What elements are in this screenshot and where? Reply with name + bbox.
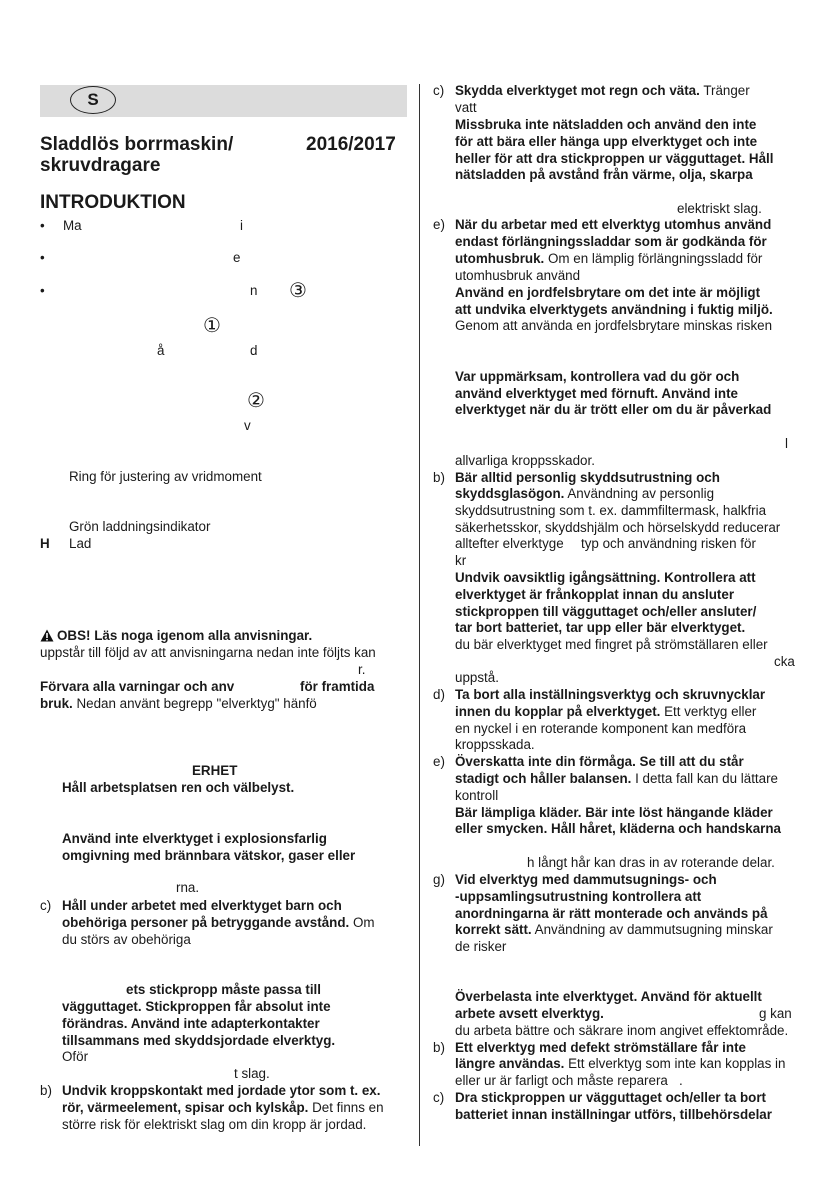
attention-rule: elverktyget när du är trött eller om du är påverkad: [455, 402, 772, 417]
dust-rule: Vid elverktyg med dammutsugnings- och: [455, 872, 717, 887]
rain-rule: Skydda elverktyget mot regn och väta. Tränger: [455, 83, 750, 98]
model-year: 2016/2017: [306, 134, 396, 155]
ppe-rule: Bär alltid personlig skyddsutrustning och: [455, 470, 720, 485]
plug-rule: ets stickpropp måste passa till: [126, 982, 321, 997]
dust-rule-text: de risker: [455, 939, 507, 954]
green-led-label: Grön laddningsindikator: [69, 519, 211, 534]
clothing-rule: Bär lämpliga kläder. Bär inte löst hängande kläder: [455, 805, 773, 820]
switch-rule-text: eller ur är farligt och måste reparera: [455, 1073, 668, 1088]
list-label: g): [433, 872, 445, 887]
ppe-rule-text: skyddsutrustning som t. ex. dammfiltermask, halkfria: [455, 503, 767, 518]
bullet: •: [40, 283, 45, 298]
start-rule-text: du bär elverktyget med fingret på strömställaren eller: [455, 637, 768, 652]
clothing-rule: eller smycken. Håll håret, kläderna och handskarna: [455, 821, 781, 836]
start-rule: tar bort batteriet, tar upp eller bär elverktyget.: [455, 620, 746, 635]
explosion-rule: omgivning med brännbara vätskor, gaser eller: [62, 848, 356, 863]
attention-rule-text: allvarliga kroppsskador.: [455, 453, 595, 468]
bullet: •: [40, 250, 45, 265]
text-fragment: Lad: [69, 536, 92, 551]
language-code-badge: S: [70, 86, 116, 114]
extension-rule: utomhusbruk. Om en lämplig förlängningssladd för: [455, 251, 763, 266]
explosion-rule: Använd inte elverktyget i explosionsfarlig: [62, 831, 327, 846]
text-fragment: r.: [358, 662, 366, 677]
text-fragment: d: [250, 343, 258, 358]
ppe-rule-text: typ och användning risken för: [581, 536, 756, 551]
plug-rule: förändras. Använd inte adapterkontakter: [62, 1016, 320, 1031]
dust-rule: korrekt sätt. Användning av dammutsugning minskar: [455, 922, 773, 937]
list-label: b): [433, 1040, 445, 1055]
clothing-rule-text: h långt hår kan dras in av roterande delar.: [527, 855, 775, 870]
start-rule: Undvik oavsiktlig igångsättning. Kontrollera att: [455, 570, 756, 585]
ppe-rule-text: alltefter elverktyge: [455, 536, 564, 551]
attention-rule: använd elverktyget med förnuft. Använd inte: [455, 386, 738, 401]
section-heading-fragment: ERHET: [192, 763, 238, 778]
list-label: c): [433, 83, 445, 98]
rcd-rule-text: Genom att använda en jordfelsbrytare minskas risken: [455, 318, 773, 333]
text-fragment: v: [244, 418, 251, 433]
list-label: c): [433, 1090, 445, 1105]
bullet: •: [40, 218, 45, 233]
body-contact-rule: Undvik kroppskontakt med jordade ytor som t. ex.: [62, 1083, 381, 1098]
obs-text: uppstår till följd av att anvisningarna nedan inte följts kan: [40, 645, 376, 660]
body-contact-text: större risk för elektriskt slag om din kropp är jordad.: [62, 1117, 367, 1132]
warning-icon: [40, 629, 54, 642]
list-label: e): [433, 217, 445, 232]
overload-rule-text: du arbeta bättre och säkrare inom angivet effektområde.: [455, 1023, 789, 1038]
start-rule-text: uppstå.: [455, 670, 499, 685]
keep-instructions: Förvara alla varningar och anv: [40, 679, 235, 694]
ppe-rule: skyddsglasögon. Användning av personlig: [455, 486, 715, 501]
rcd-rule: att undvika elverktygets användning i fuktig miljö.: [455, 302, 773, 317]
text-fragment: å: [157, 343, 165, 358]
ppe-rule-text: kr: [455, 553, 467, 568]
text-fragment: i: [240, 218, 243, 233]
balance-rule-text: kontroll: [455, 788, 499, 803]
switch-rule: Ett elverktyg med defekt strömställare får inte: [455, 1040, 746, 1055]
keys-rule: innen du kopplar på elverktyget. Ett verktyg eller: [455, 704, 757, 719]
text-fragment: g kan: [759, 1006, 792, 1021]
overload-rule: arbete avsett elverktyg.: [455, 1006, 604, 1021]
part-letter-h: H: [40, 536, 50, 551]
keys-rule: Ta bort alla inställningsverktyg och skruvnycklar: [455, 687, 766, 702]
rcd-rule: Använd en jordfelsbrytare om det inte är möjligt: [455, 285, 761, 300]
cord-rule: heller för att dra stickproppen ur vägguttaget. Håll: [455, 151, 774, 166]
keep-instructions: för framtida: [300, 679, 375, 694]
keys-rule-text: en nyckel i en roterande komponent kan medföra: [455, 721, 747, 736]
circled-number-3: ③: [289, 280, 307, 302]
balance-rule: Överskatta inte din förmåga. Se till att du står: [455, 754, 744, 769]
cord-rule: Missbruka inte nätsladden och använd den inte: [455, 117, 757, 132]
text-fragment: e: [233, 250, 241, 265]
text-fragment: Ma: [63, 218, 82, 233]
attention-rule: Var uppmärksam, kontrollera vad du gör och: [455, 369, 740, 384]
children-rule: Håll under arbetet med elverktyget barn och: [62, 898, 342, 913]
work-area-rule: Håll arbetsplatsen ren och välbelyst.: [62, 780, 295, 795]
text-fragment: cka: [774, 654, 795, 669]
cord-rule: nätsladden på avstånd från värme, olja, skarpa: [455, 167, 753, 182]
children-rule: obehöriga personer på betryggande avstånd. Om: [62, 915, 375, 930]
intro-heading: INTRODUKTION: [40, 192, 186, 213]
keep-instructions-line2: bruk. Nedan använt begrepp "elverktyg" hänfö: [40, 696, 317, 711]
text-fragment: t slag.: [234, 1066, 270, 1081]
document-title-line1: Sladdlös borrmaskin/: [40, 134, 234, 155]
plug-rule: tillsammans med skyddsjordade elverktyg.: [62, 1033, 336, 1048]
body-contact-rule: rör, värmeelement, spisar och kylskåp. Det finns en: [62, 1100, 384, 1115]
children-rule-text: du störs av obehöriga: [62, 932, 191, 947]
start-rule: stickproppen till vägguttaget och/eller ansluter/: [455, 604, 757, 619]
list-label: b): [40, 1083, 52, 1098]
cord-rule: för att bära eller hänga upp elverktyget och inte: [455, 134, 758, 149]
balance-rule: stadigt och håller balansen. I detta fall kan du lättare: [455, 771, 779, 786]
text-fragment: rna.: [176, 880, 200, 895]
start-rule: elverktyget är frånkopplat innan du ansluter: [455, 587, 735, 602]
plug-rule-text: Oför: [62, 1049, 89, 1064]
torque-ring-label: Ring för justering av vridmoment: [69, 469, 262, 484]
text-fragment: l: [785, 436, 788, 451]
unplug-rule: batteriet innan inställningar utförs, tillbehörsdelar: [455, 1107, 772, 1122]
extension-rule-text: utomhusbruk använd: [455, 268, 581, 283]
text-fragment: elektriskt slag.: [677, 201, 762, 216]
list-label: e): [433, 754, 445, 769]
text-fragment: .: [679, 1073, 683, 1088]
ppe-rule-text: säkerhetsskor, skyddshjälm och hörselskydd reducerar: [455, 520, 781, 535]
circled-number-2: ②: [247, 390, 265, 412]
obs-heading: OBS! Läs noga igenom alla anvisningar.: [57, 628, 313, 643]
plug-rule: vägguttaget. Stickproppen får absolut inte: [62, 999, 331, 1014]
rain-rule-text: vatt: [455, 100, 477, 115]
document-title-line2: skruvdragare: [40, 155, 161, 176]
keys-rule-text: kroppsskada.: [455, 737, 535, 752]
dust-rule: -uppsamlingsutrustning kontrollera att: [455, 889, 702, 904]
extension-rule: endast förlängningssladdar som är godkända för: [455, 234, 767, 249]
column-divider: [419, 84, 420, 1146]
list-label: c): [40, 898, 52, 913]
circled-number-1: ①: [203, 315, 221, 337]
text-fragment: n: [250, 283, 258, 298]
list-label: d): [433, 687, 445, 702]
list-label: b): [433, 470, 445, 485]
unplug-rule: Dra stickproppen ur vägguttaget och/eller ta bort: [455, 1090, 767, 1105]
switch-rule: längre användas. Ett elverktyg som inte kan kopplas in: [455, 1056, 786, 1071]
dust-rule: anordningarna är rätt monterade och används på: [455, 906, 768, 921]
extension-rule: När du arbetar med ett elverktyg utomhus använd: [455, 217, 772, 232]
overload-rule: Överbelasta inte elverktyget. Använd för aktuellt: [455, 989, 762, 1004]
